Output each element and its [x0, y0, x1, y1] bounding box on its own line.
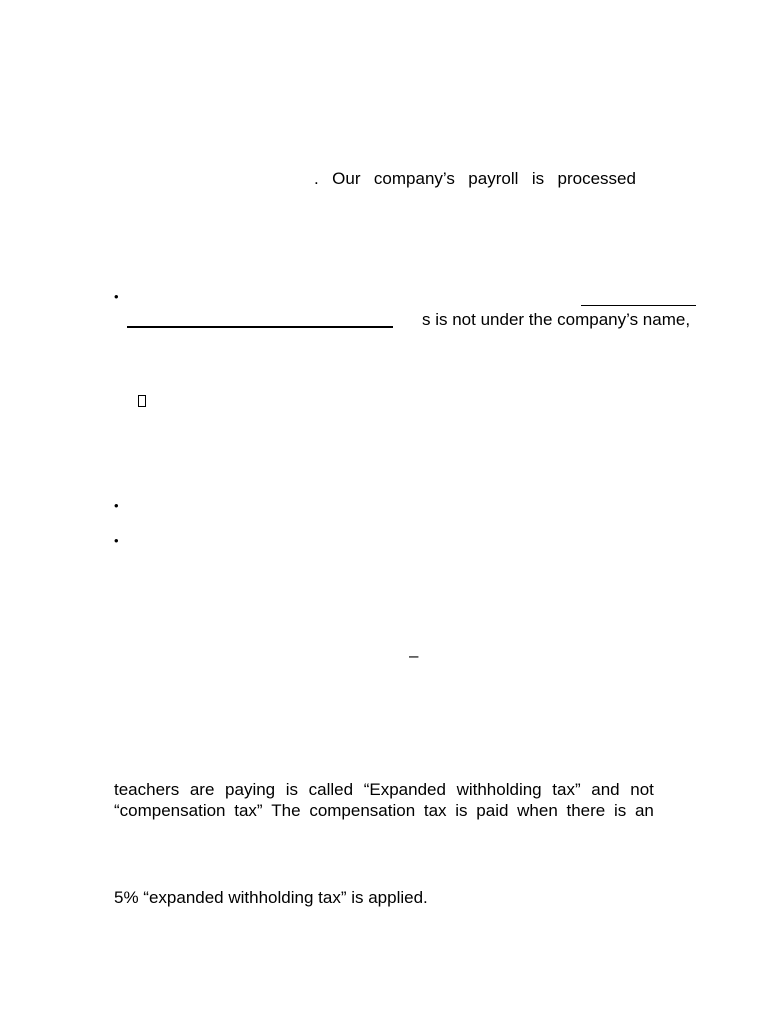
word: is	[613, 801, 627, 820]
word: Our	[332, 169, 361, 188]
word: are	[189, 780, 215, 799]
dash-mark: –	[409, 646, 419, 665]
word: paid	[476, 801, 509, 820]
word: when	[517, 801, 558, 820]
word: “Expanded	[363, 780, 446, 799]
bullet-marker: •	[114, 498, 119, 513]
word: is	[285, 780, 299, 799]
word: is	[455, 801, 468, 820]
word: called	[308, 780, 354, 799]
word: teachers	[114, 780, 180, 799]
word: tax	[423, 801, 447, 820]
word: tax”	[552, 780, 581, 799]
blank-underline-short	[581, 305, 696, 306]
word: paying	[225, 780, 276, 799]
word: and	[591, 780, 620, 799]
bullet-marker: •	[114, 289, 119, 304]
payroll-sentence-fragment	[314, 169, 636, 189]
company-name-fragment: s is not under the company’s name,	[422, 310, 691, 329]
paragraph-line	[114, 780, 654, 800]
word: not	[630, 780, 654, 799]
word: “compensation	[114, 801, 226, 820]
word: an	[634, 801, 654, 820]
word: there	[566, 801, 606, 820]
word: compensation	[309, 801, 416, 820]
word: tax”	[234, 801, 263, 820]
word: .	[314, 169, 319, 188]
paragraph-line	[114, 801, 654, 821]
word: withholding	[456, 780, 542, 799]
missing-glyph-box	[138, 395, 146, 407]
word: The	[271, 801, 301, 820]
word: payroll	[468, 169, 519, 188]
word: is	[531, 169, 545, 188]
word: company’s	[373, 169, 455, 188]
bullet-marker: •	[114, 533, 119, 548]
blank-underline-long	[127, 326, 393, 328]
word: processed	[557, 169, 636, 188]
paragraph-line: 5% “expanded withholding tax” is applied.	[114, 888, 428, 907]
